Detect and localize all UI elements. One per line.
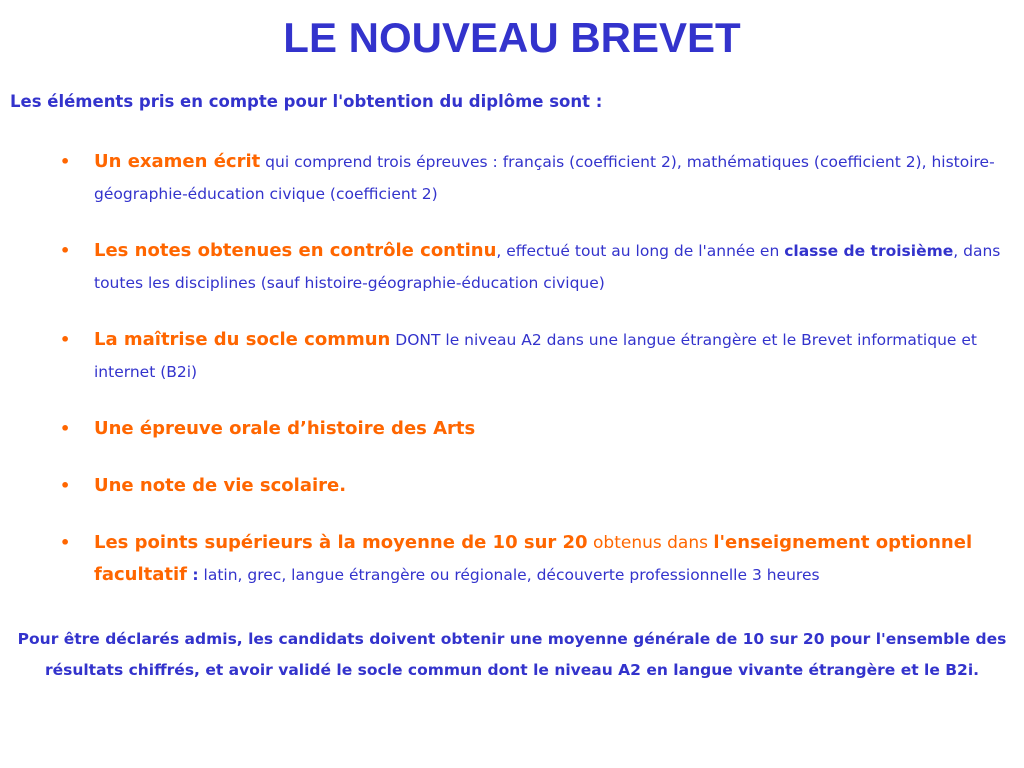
item-text: latin, grec, langue étrangère ou régionale, découverte professionnelle 3 heures: [198, 566, 820, 584]
list-item: [0, 470, 1024, 502]
item-heading: Un examen écrit: [94, 151, 261, 172]
list-item: [0, 235, 1024, 299]
bullet-icon: •: [60, 533, 71, 552]
item-text: , effectué tout au long de l'année en: [496, 242, 785, 260]
item-heading: La maîtrise du socle commun: [94, 329, 391, 350]
list-item: [0, 146, 1024, 210]
list-item: [0, 527, 1024, 591]
intro-text: Les éléments pris en compte pour l'obtention du diplôme sont :: [10, 92, 603, 111]
conclusion-text: Pour être déclarés admis, les candidats doivent obtenir une moyenne générale de 10 sur 20 pour l'ensemble des résultats chiffrés, et avoir validé le socle commun dont le niveau A2 en langue vivante étrangère et le B2i.: [17, 630, 1007, 679]
page-title: LE NOUVEAU BREVET: [283, 14, 741, 61]
item-text: , dans toutes les disciplines (sauf histoire-géographie-éducation civique): [94, 242, 1001, 292]
item-heading: Les notes obtenues en contrôle continu: [94, 240, 497, 261]
item-heading-2: l'enseignement optionnel facultatif: [94, 532, 973, 585]
item-colon: :: [187, 566, 199, 584]
bullet-icon: •: [60, 241, 71, 260]
list-item: [0, 324, 1024, 388]
item-text: qui comprend trois épreuves : français (coefficient 2), mathématiques (coefficient 2), histoire-géographie-éducation civique (coefficient 2): [94, 153, 995, 203]
item-heading: Une note de vie scolaire.: [94, 475, 347, 496]
bullet-icon: •: [60, 419, 71, 438]
item-bold-text: classe de troisième: [784, 242, 954, 260]
item-heading: Les points supérieurs à la moyenne de 10 sur 20: [94, 532, 588, 553]
bullet-icon: •: [60, 152, 71, 171]
item-text: DONT le niveau A2 dans une langue étrangère et le Brevet informatique et internet (B2i): [94, 331, 977, 381]
list-item: [0, 413, 1024, 445]
criteria-list: [0, 146, 1024, 616]
item-mid-text: obtenus dans: [587, 533, 714, 553]
item-heading: Une épreuve orale d’histoire des Arts: [94, 418, 476, 439]
bullet-icon: •: [60, 330, 71, 349]
bullet-icon: •: [60, 476, 71, 495]
